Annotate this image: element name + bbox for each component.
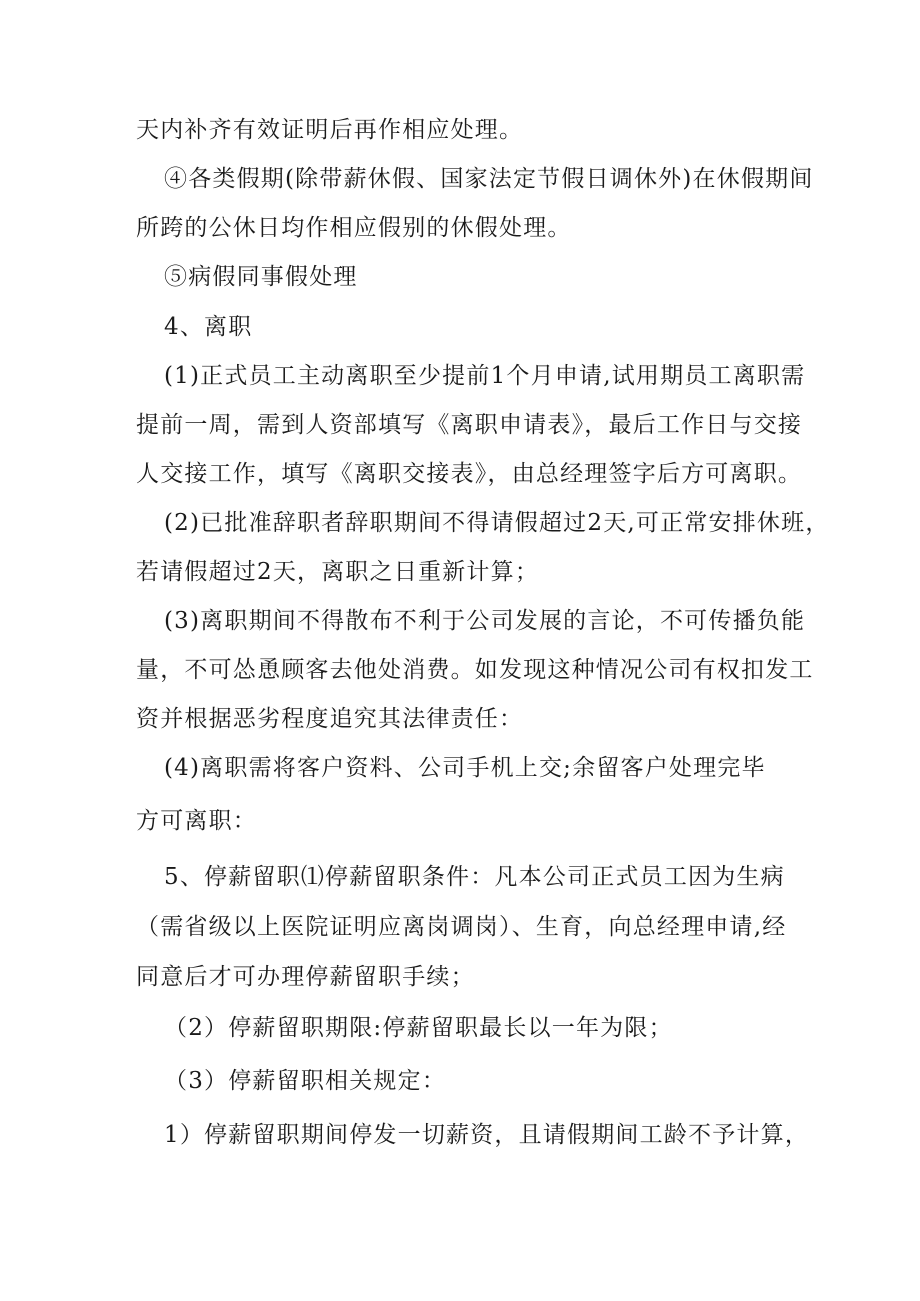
paragraph-line: (1)正式员工主动离职至少提前1个月申请,试用期员工离职需 [164, 363, 806, 389]
paragraph-line: 1）停薪留职期间停发一切薪资，且请假期间工龄不予计算， [164, 1122, 810, 1148]
paragraph-line: ④各类假期(除带薪休假、国家法定节假日调休外)在休假期间 [164, 166, 814, 192]
paragraph-line: (4)离职需将客户资料、公司手机上交;余留客户处理完毕 [164, 755, 766, 781]
paragraph-line: 提前一周，需到人资部填写《离职申请表》，最后工作日与交接 [136, 412, 803, 438]
paragraph-line: （2）停薪留职期限:停薪留职最长以一年为限； [164, 1015, 673, 1041]
paragraph-line: 方可离职： [136, 808, 257, 834]
paragraph-line: (2)已批准辞职者辞职期间不得请假超过2天,可正常安排休班， [164, 510, 830, 536]
paragraph-line: 所跨的公休日均作相应假别的休假处理。 [136, 215, 572, 241]
paragraph-line: 天内补齐有效证明后再作相应处理。 [136, 117, 524, 143]
paragraph-line: 量，不可怂恿顾客去他处消费。如发现这种情况公司有权扣发工 [136, 657, 814, 683]
paragraph-line: 同意后才可办理停薪留职手续； [136, 964, 475, 990]
paragraph-line: 人交接工作，填写《离职交接表》，由总经理签字后方可离职。 [136, 461, 803, 487]
section-heading: 5、停薪留职⑴停薪留职条件：凡本公司正式员工因为生病 [164, 864, 785, 890]
paragraph-line: 若请假超过2天，离职之日重新计算； [136, 559, 540, 585]
paragraph-line: ⑤病假同事假处理 [164, 264, 358, 290]
paragraph-line: 资并根据恶劣程度追究其法律责任： [136, 706, 524, 732]
paragraph-line: （3）停薪留职相关规定： [164, 1068, 447, 1094]
paragraph-line: （需省级以上医院证明应离岗调岗）、生育，向总经理申请,经 [136, 914, 787, 940]
paragraph-line: (3)离职期间不得散布不利于公司发展的言论，不可传播负能 [164, 608, 806, 634]
section-heading: 4、离职 [164, 314, 253, 340]
